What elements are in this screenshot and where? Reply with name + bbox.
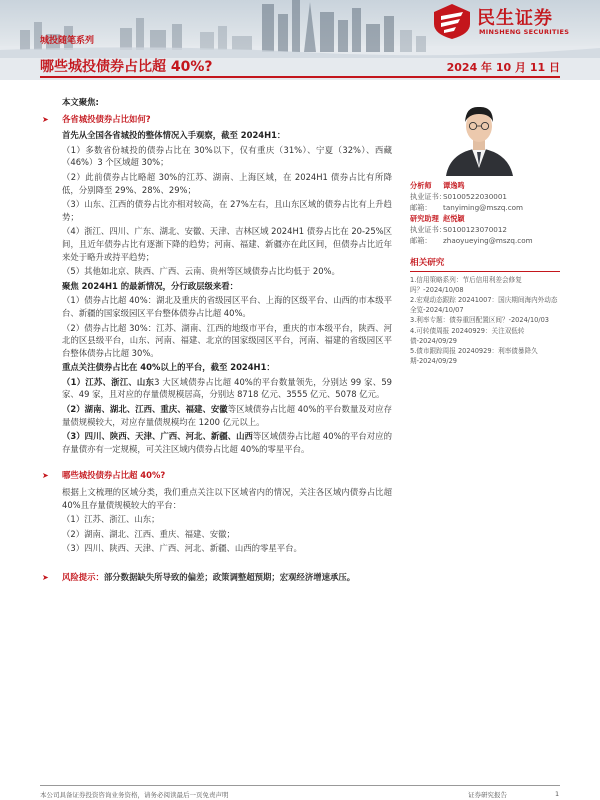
header-banner	[0, 0, 600, 80]
paragraph: （4）浙江、四川、广东、湖北、安徽、天津、吉林区域 2024H1 债券占比在 20-25%区间，且近年债券占比有逐渐下降的趋势；河南、福建、新疆亦在此区间，但债券占比近年来处于略升或持平趋势；	[62, 226, 392, 262]
report-date: 2024 年 10 月 11 日	[446, 61, 560, 74]
related-item[interactable]: 2.宏观动态跟踪 20241007：国庆期间海内外动态全览-2024/10/07	[410, 296, 558, 314]
risk-warning	[40, 571, 392, 585]
related-item[interactable]: 1.信用策略系列：节后信用利差会修复吗？-2024/10/08	[410, 276, 522, 294]
analyst-info	[410, 180, 560, 246]
paragraph-text: 3 大区域债券占比超 40%的平台数量领先，分别达 99 家、59 家、49 家，且对应的存量债规模居高，分别达 8718 亿元、3555 亿元、5078 亿元。	[62, 376, 393, 400]
bold-regions: （2）湖南、湖北、江西、重庆、福建、安徽	[62, 404, 228, 415]
analyst-name: 谭逸鸣	[443, 181, 465, 190]
footer-report-type: 证券研究报告	[468, 791, 507, 799]
cert-label: 执业证书：	[410, 225, 446, 234]
analyst-row	[410, 180, 560, 191]
related-item[interactable]: 5.债市跟踪周报 20240929：利率债暴降久期-2024/09/29	[410, 347, 538, 365]
paragraph-text: 等区域债券占比超 40%的平台对应的存量债亦有一定规模，可关注区域内债券占比超 40%的零星平台。	[62, 431, 392, 454]
risk-text: 部分数据缺失所导致的偏差；政策调整超预期；宏观经济增速承压。	[103, 572, 356, 582]
paragraph-text: 等区域债券占比超 40%的平台数量及对应存量债规模较大，对应存量债规模均在 1200 亿元以上。	[62, 404, 392, 427]
arrow-icon: ➤	[42, 471, 49, 481]
bold-regions: （1）江苏、浙江、山东	[62, 376, 155, 387]
assistant-name: 赵悦颖	[443, 214, 465, 223]
assistant-email[interactable]: zhaoyueying@mszq.com	[443, 236, 533, 245]
report-series: 城投随笔系列	[40, 36, 95, 46]
main-content	[40, 96, 392, 585]
paragraph	[62, 430, 392, 455]
paragraph: （1）债券占比超 40%：湖北及重庆的省级园区平台、上海的区级平台、山西的市本级平台、新疆的国家级园区平台整体债券占比超 40%。	[62, 295, 392, 318]
analyst-label: 分析师	[410, 181, 432, 190]
assistant-row	[410, 213, 560, 224]
analyst-cert: S0100522030001	[443, 192, 508, 201]
assistant-cert: S0100123070012	[443, 225, 508, 234]
cert-label: 执业证书：	[410, 192, 446, 201]
logo-icon	[432, 2, 472, 40]
analyst-cert-row	[410, 191, 560, 202]
list-item: （1）江苏、浙江、山东；	[62, 514, 160, 525]
analyst-photo	[432, 96, 527, 176]
analyst-email-row	[410, 202, 560, 213]
email-label: 邮箱：	[410, 203, 432, 212]
email-label: 邮箱：	[410, 236, 432, 245]
paragraph: （2）债券占比超 30%：江苏、湖南、江西的地级市平台，重庆的市本级平台，陕西、河北的区县级平台，山东、河南、福建、北京的国家级园区平台，河南、福建的省级园区平台整体债券占比超 30%。	[62, 322, 392, 358]
paragraph: （5）其他如北京、陕西、广西、云南、贵州等区域债券占比均低于 20%。	[62, 266, 340, 277]
header-divider	[40, 76, 560, 78]
logo-text-cn: 民生证券	[477, 8, 553, 29]
related-item[interactable]: 3.利率专题：债券重回配置区间？-2024/10/03	[410, 316, 549, 325]
person-icon	[432, 96, 527, 176]
company-logo	[432, 2, 592, 40]
sidebar	[410, 96, 560, 367]
related-research-title: 相关研究	[410, 256, 560, 272]
assistant-cert-row	[410, 224, 560, 235]
related-research-list	[410, 276, 560, 366]
report-title: 哪些城投债券占比超 40%?	[40, 59, 213, 75]
focus-title: 本文聚焦:	[62, 97, 99, 107]
paragraph: （1）多数省份城投的债券占比在 30%以下，仅有重庆（31%）、宁夏（32%）、西藏（46%）3 个区域超 30%；	[62, 144, 392, 168]
assistant-label: 研究助理	[410, 214, 439, 223]
bold-regions: （3）四川、陕西、天津、广西、河北、新疆、山西	[62, 431, 253, 442]
list-item: （3）四川、陕西、天津、广西、河北、新疆、山西的零星平台。	[62, 543, 302, 554]
paragraph: 根据上文梳理的区域分类，我们重点关注以下区域省内的情况，关注各区域内债券占比超 40%且存量债规模较大的平台：	[62, 487, 392, 510]
section-heading-2	[40, 469, 392, 483]
paragraph: （3）山东、江西的债券占比亦相对较高，在 27%左右，且山东区域的债券占比有上升趋势；	[62, 199, 392, 222]
section-heading-text: 各省城投债券占比如何?	[62, 113, 151, 124]
section-heading-1	[40, 113, 392, 127]
paragraph: 首先从全国各省城投的整体情况入手观察，截至 2024H1：	[62, 130, 286, 141]
list-item: （2）湖南、湖北、江西、重庆、福建、安徽；	[62, 528, 235, 539]
footer-disclaimer: 本公司具备证券投资咨询业务资格，请务必阅读最后一页免责声明	[40, 791, 229, 799]
footer-divider	[40, 785, 560, 786]
page-number: 1	[555, 790, 560, 798]
analyst-email[interactable]: tanyiming@mszq.com	[443, 203, 524, 212]
paragraph: （2）此前债券占比略超 30%的江苏、湖南、上海区域，在 2024H1 债券占比有所降低，分别降至 29%、28%、29%；	[62, 171, 392, 195]
related-item[interactable]: 4.可转债周报 20240929：关注双低转债-2024/09/29	[410, 326, 525, 345]
assistant-email-row	[410, 235, 560, 246]
arrow-icon: ➤	[42, 114, 49, 124]
paragraph: 聚焦 2024H1 的最新情况，分行政层级来看：	[62, 280, 238, 291]
paragraph	[62, 376, 392, 401]
logo-text-en: MINSHENG SECURITIES	[479, 28, 570, 36]
paragraph	[62, 403, 392, 428]
arrow-icon: ➤	[42, 573, 49, 582]
section-heading-text: 哪些城投债券占比超 40%?	[62, 470, 166, 481]
paragraph: 重点关注债券占比在 40%以上的平台，截至 2024H1：	[62, 362, 275, 373]
risk-label: 风险提示：	[62, 572, 104, 582]
